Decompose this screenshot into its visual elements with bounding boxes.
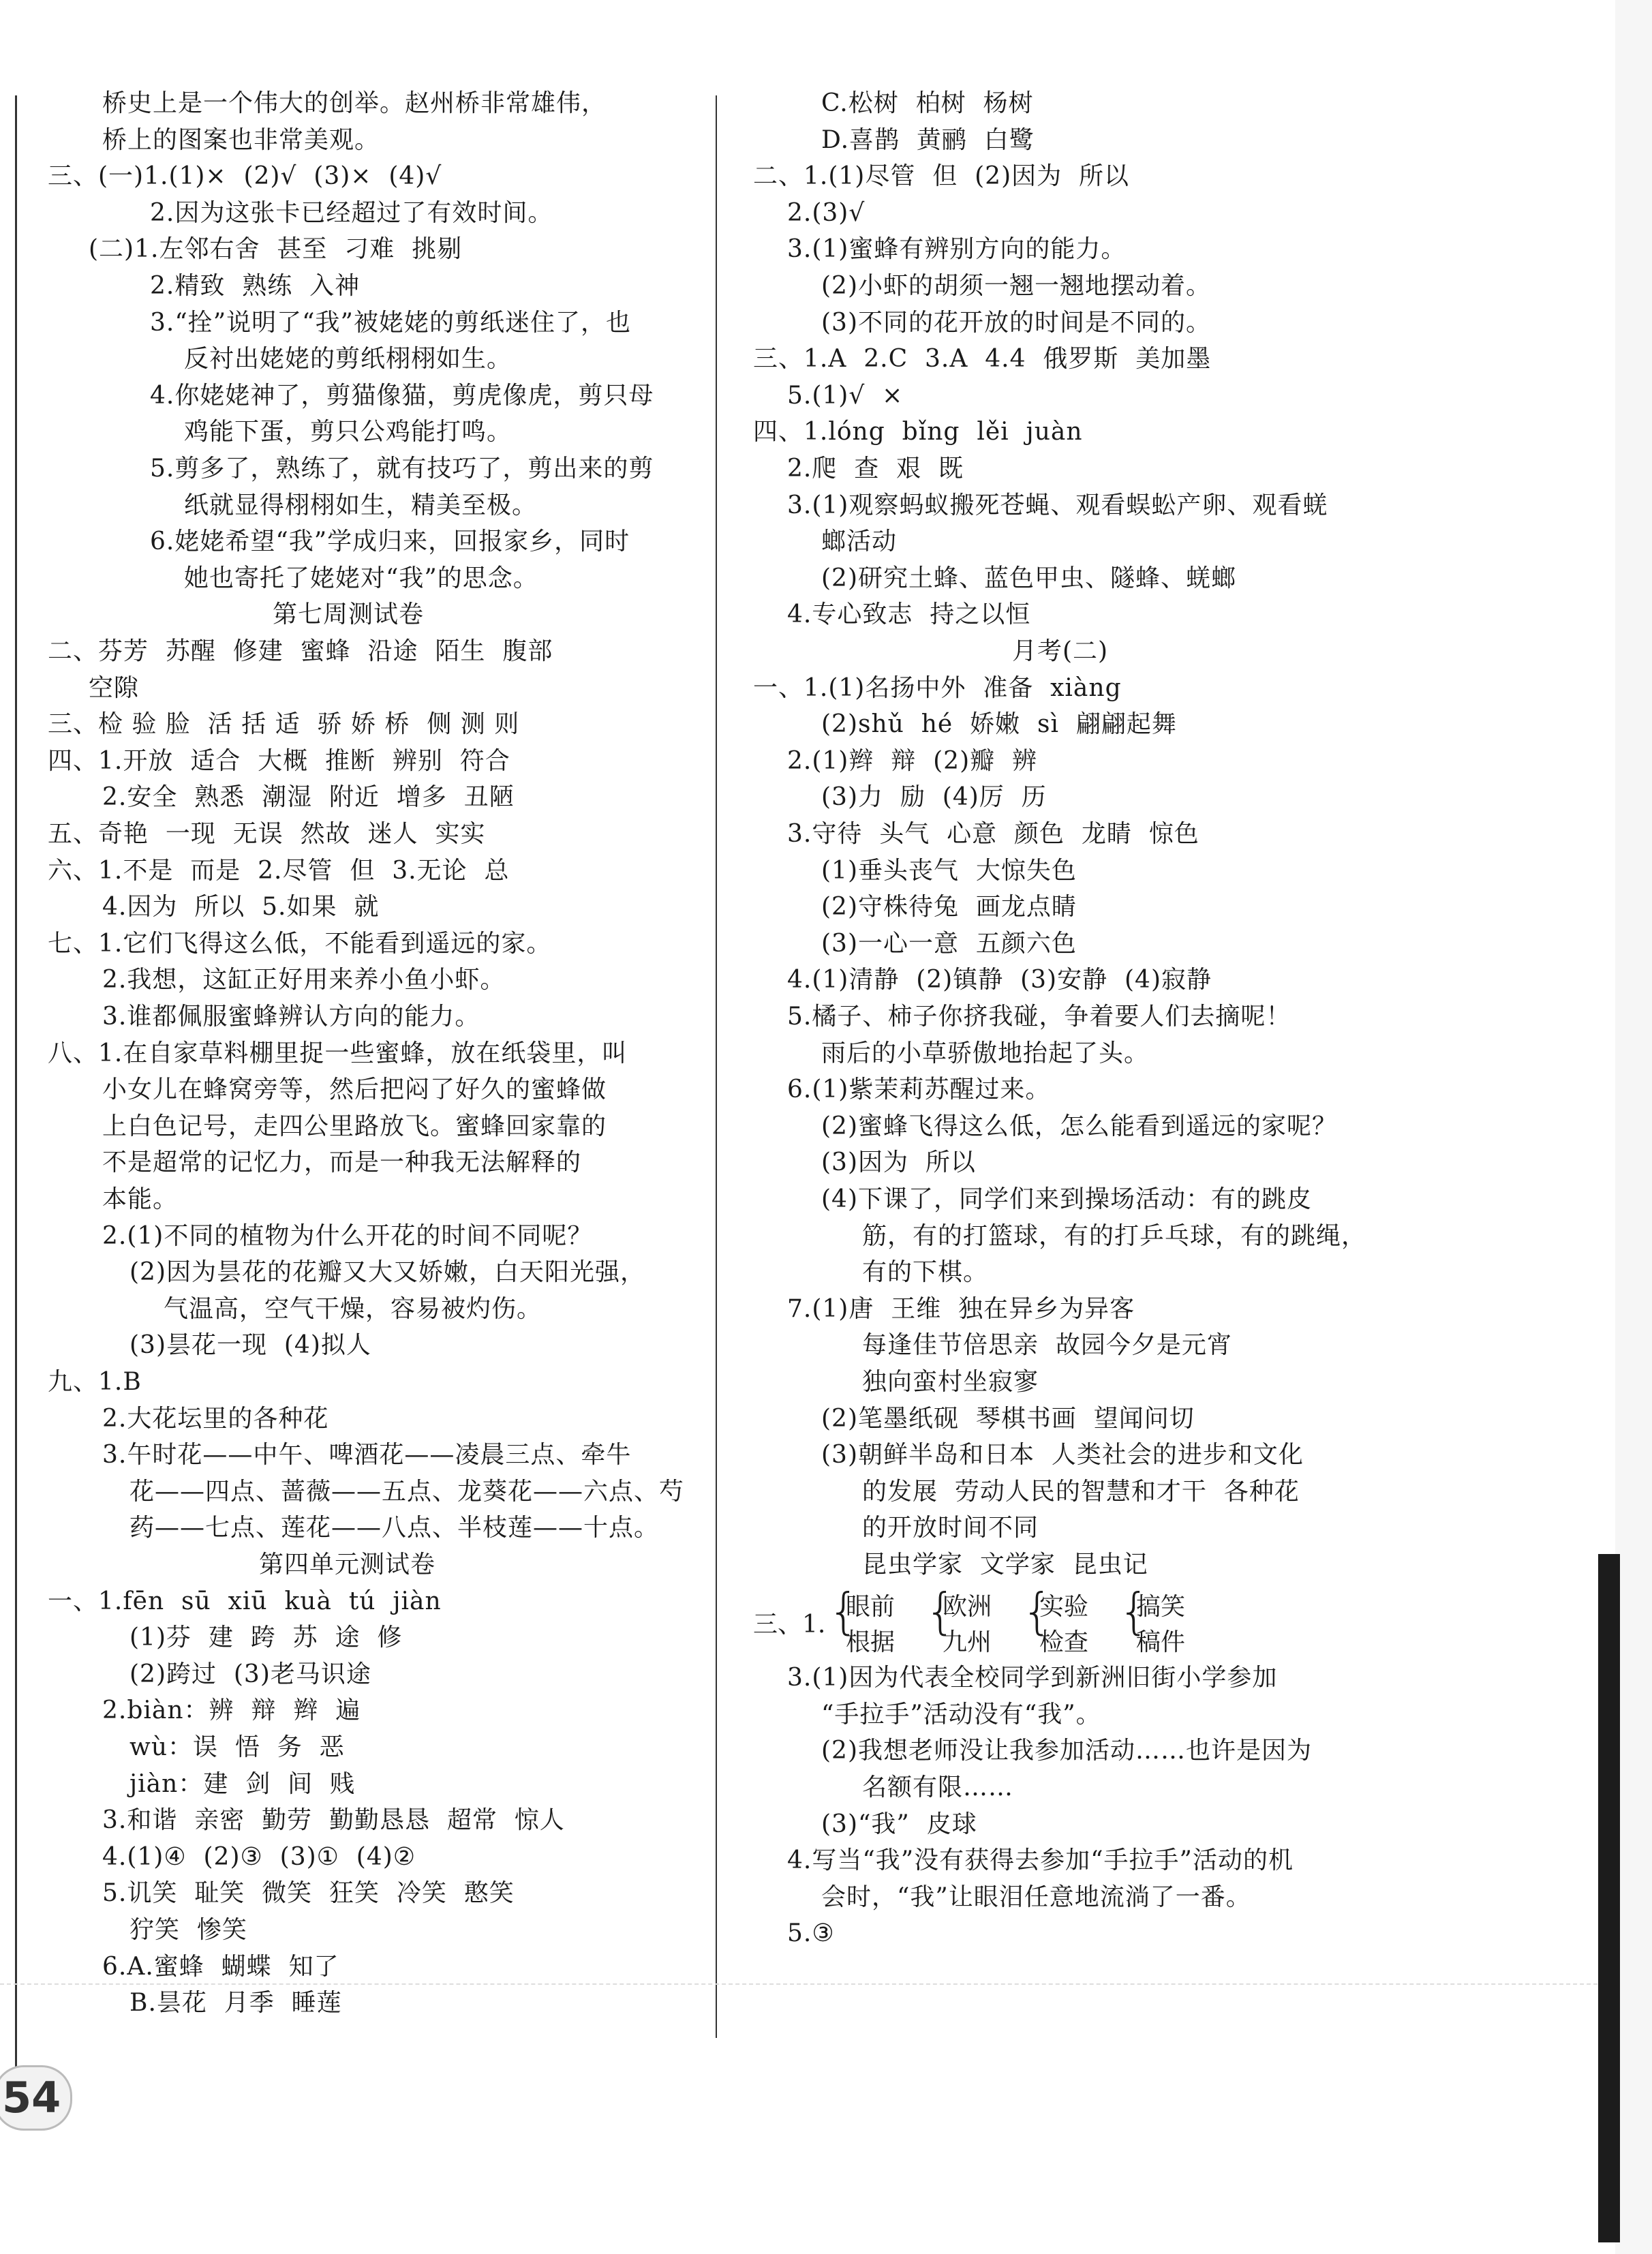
answer-line: (2)跨过 (3)老马识途 [129,1660,371,1688]
answer-line: 药——七点、莲花——八点、半枝莲——十点。 [129,1514,660,1542]
answer-line: 4.写当“我”没有获得去参加“手拉手”活动的机 [787,1846,1294,1875]
answer-line: (2)shǔ hé 娇嫩 sì 翩翩起舞 [821,710,1177,739]
answer-line: 3.(1)观察蚂蚁搬死苍蝇、观看蜈蚣产卵、观看蜣 [787,491,1328,519]
brace-top-word: 欧洲 [943,1592,992,1621]
answer-line: 一、1.(1)名扬中外 准备 xiàng [753,673,1122,702]
answer-line: (3)因为 所以 [821,1148,976,1177]
answer-line: 2.精致 熟练 入神 [150,272,361,300]
answer-line: (二)1.左邻右舍 甚至 刁难 挑剔 [89,235,463,264]
answer-line: 2.(1)辫 辩 (2)瓣 辨 [787,746,1037,775]
answer-line: 5.剪多了，熟练了，就有技巧了，剪出来的剪 [150,455,654,483]
answer-line: wù：误 悟 务 恶 [129,1733,345,1761]
answer-line: 桥上的图案也非常美观。 [102,125,380,154]
answer-line: 5.(1)√ × [787,381,904,410]
answer-line: 4.专心致志 持之以恒 [787,600,1031,629]
answer-line: 2.大花坛里的各种花 [102,1404,329,1433]
answer-line: 反衬出姥姥的剪纸栩栩如生。 [184,345,513,374]
answer-line: 3.守待 头气 心意 颜色 龙睛 惊色 [787,820,1199,848]
answer-line: 鸡能下蛋，剪只公鸡能打鸣。 [184,418,513,446]
brace-bottom-word: 根据 [846,1628,896,1656]
answer-line: 一、1.fēn sū xiū kuà tú jiàn [48,1587,442,1615]
answer-line: 狞笑 惨笑 [129,1916,247,1944]
answer-line: 雨后的小草骄傲地抬起了头。 [821,1039,1150,1067]
brace-top-word: 眼前 [846,1592,896,1621]
answer-line: 九、1.B [48,1368,142,1396]
answer-line: 2.(3)√ [787,198,866,227]
answer-line: 3.和谐 亲密 勤劳 勤勤恳恳 超常 惊人 [102,1806,565,1835]
answer-line: (2)我想老师没让我参加活动……也许是因为 [821,1737,1312,1765]
answer-line: (3)朝鲜半岛和日本 人类社会的进步和文化 [821,1441,1304,1469]
answer-line: 6.(1)紫茉莉苏醒过来。 [787,1076,1051,1104]
answer-line: 的开放时间不同 [862,1514,1039,1542]
answer-line: 的发展 劳动人民的智慧和才干 各种花 [862,1477,1300,1506]
answer-line: (4)下课了，同学们来到操场活动：有的跳皮 [821,1185,1312,1213]
page-number-badge [0,2065,72,2131]
answer-line: B.昙花 月季 睡莲 [129,1989,342,2017]
answer-line: 4.你姥姥神了，剪猫像猫，剪虎像虎，剪只母 [150,381,654,410]
answer-line: 桥史上是一个伟大的创举。赵州桥非常雄伟， [102,89,607,117]
answer-line: 六、1.不是 而是 2.尽管 但 3.无论 总 [48,856,510,885]
brace-answer-block [753,1582,1401,1666]
brace-glyph: { [1022,1582,1053,1640]
answer-line: “手拉手”活动没有“我”。 [821,1700,1101,1728]
answer-line: (3)不同的花开放的时间是不同的。 [821,308,1211,337]
answer-line: 5.讥笑 耻笑 微笑 狂笑 冷笑 憨笑 [102,1879,515,1908]
answer-line: 5.橘子、柿子你挤我碰，争着要人们去摘呢！ [787,1003,1291,1031]
answer-line: 3.午时花——中午、啤酒花——凌晨三点、牵牛 [102,1441,632,1469]
answer-line: 四、1.lóng bǐng lěi juàn [753,418,1083,446]
answer-line: 七、1.它们飞得这么低，不能看到遥远的家。 [48,929,552,958]
answer-line: 不是超常的记忆力，而是一种我无法解释的 [102,1148,582,1177]
answer-line: 6.姥姥希望“我”学成归来，回报家乡，同时 [150,528,630,556]
answer-line: 2.因为这张卡已经超过了有效时间。 [150,198,553,227]
brace-top-word: 搞笑 [1136,1592,1186,1621]
answer-line: 2.安全 熟悉 潮湿 附近 增多 丑陋 [102,783,515,812]
answer-line: 3.谁都佩服蜜蜂辨认方向的能力。 [102,1003,480,1031]
scan-margin [1615,0,1652,2254]
answer-line: D.喜鹊 黄鹂 白鹭 [821,125,1035,154]
brace-bottom-word: 九州 [943,1628,992,1656]
answer-line: 2.我想，这缸正好用来养小鱼小虾。 [102,966,506,994]
answer-line: 2.(1)不同的植物为什么开花的时间不同呢？ [102,1221,593,1250]
answer-line: 独向蛮村坐寂寥 [862,1368,1039,1396]
answer-line: 会时，“我”让眼泪任意地流淌了一番。 [821,1883,1251,1911]
answer-line: 八、1.在自家草料棚里捉一些蜜蜂，放在纸袋里，叫 [48,1039,628,1067]
answer-line: 三、检 验 脸 活 括 适 骄 娇 桥 侧 测 则 [48,710,520,739]
answer-line: 昆虫学家 文学家 昆虫记 [862,1551,1148,1579]
answer-line: (3)力 励 (4)厉 历 [821,783,1047,812]
answer-line: 6.A.蜜蜂 蝴蝶 知了 [102,1952,339,1981]
column-divider [716,95,717,2038]
answer-line: 名额有限…… [862,1773,1014,1801]
answer-line: 三、(一)1.(1)× (2)√ (3)× (4)√ [48,162,442,191]
brace-top-word: 实验 [1039,1592,1089,1621]
answer-line: 小女儿在蜂窝旁等，然后把闷了好久的蜜蜂做 [102,1076,607,1104]
page-number: 54 [2,2073,61,2122]
answer-line: jiàn：建 剑 间 贱 [129,1769,355,1798]
answer-line: 4.因为 所以 5.如果 就 [102,893,380,922]
section-title: 第七周测试卷 [273,600,425,629]
answer-line: (1)芬 建 跨 苏 途 修 [129,1624,403,1652]
answer-line: (3)昙花一现 (4)拟人 [129,1331,371,1360]
answer-line: 五、奇艳 一现 无误 然故 迷人 实实 [48,820,486,848]
answer-line: (2)小虾的胡须一翘一翘地摆动着。 [821,272,1211,300]
answer-line: (2)蜜蜂飞得这么低，怎么能看到遥远的家呢？ [821,1112,1337,1140]
answer-line: (1)垂头丧气 大惊失色 [821,856,1077,885]
scan-shadow-edge [1598,1554,1620,2242]
brace-bottom-word: 稿件 [1136,1628,1186,1656]
answer-line: 4.(1)④ (2)③ (3)① (4)② [102,1842,416,1871]
answer-line: 2.爬 查 艰 既 [787,455,964,483]
answer-line: 螂活动 [821,528,898,556]
answer-line: 3.“拴”说明了“我”被姥姥的剪纸迷住了，也 [150,308,631,337]
answer-line: 5.③ [787,1919,835,1948]
answer-line: 花——四点、蔷薇——五点、龙葵花——六点、芍 [129,1477,685,1506]
answer-line: 7.(1)唐 王维 独在异乡为异客 [787,1294,1135,1323]
answer-line: (3)一心一意 五颜六色 [821,929,1077,958]
answer-line: 空隙 [89,673,140,702]
bottom-dashed-rule [0,1983,1652,1985]
brace-bottom-word: 检查 [1039,1628,1089,1656]
answer-line: (2)守株待兔 画龙点睛 [821,893,1077,922]
answer-line: (2)笔墨纸砚 琴棋书画 望闻问切 [821,1404,1195,1433]
answer-line: 有的下棋。 [862,1258,989,1287]
answer-line: 四、1.开放 适合 大概 推断 辨别 符合 [48,746,510,775]
answer-line: (2)研究土蜂、蓝色甲虫、隧蜂、蜣螂 [821,564,1236,592]
brace-glyph: { [925,1582,956,1640]
answer-line: 筋，有的打篮球，有的打乒乓球，有的跳绳， [862,1221,1367,1250]
answer-line: 三、1.A 2.C 3.A 4.4 俄罗斯 美加墨 [753,345,1212,374]
section-title: 第四单元测试卷 [259,1551,436,1579]
answer-line: 4.(1)清静 (2)镇静 (3)安静 (4)寂静 [787,966,1212,994]
answer-line: 气温高，空气干燥，容易被灼伤。 [164,1294,542,1323]
answer-line: 每逢佳节倍思亲 故园今夕是元宵 [862,1331,1232,1360]
answer-line: 二、芬芳 苏醒 修建 蜜蜂 沿途 陌生 腹部 [48,637,553,665]
answer-line: 2.biàn：辨 辩 辫 遍 [102,1696,361,1725]
left-border-rule [15,95,17,2079]
answer-line: 二、1.(1)尽管 但 (2)因为 所以 [753,162,1129,191]
answer-line: C.松树 柏树 杨树 [821,89,1034,117]
answer-line: (3)“我” 皮球 [821,1810,977,1838]
answer-line: 本能。 [102,1185,179,1213]
answer-line: 上白色记号，走四公里路放飞。蜜蜂回家靠的 [102,1112,607,1140]
answer-line: 她也寄托了姥姥对“我”的思念。 [184,564,538,592]
section-title: 月考(二) [1012,637,1109,665]
brace-glyph: { [1118,1582,1150,1640]
answer-line: 3.(1)因为代表全校同学到新洲旧街小学参加 [787,1664,1278,1692]
answer-line: 纸就显得栩栩如生，精美至极。 [184,491,538,519]
brace-glyph: { [828,1582,859,1640]
brace-prefix: 三、1. [753,1610,826,1639]
answer-line: 3.(1)蜜蜂有辨别方向的能力。 [787,235,1127,264]
answer-line: (2)因为昙花的花瓣又大又娇嫩，白天阳光强， [129,1258,645,1287]
